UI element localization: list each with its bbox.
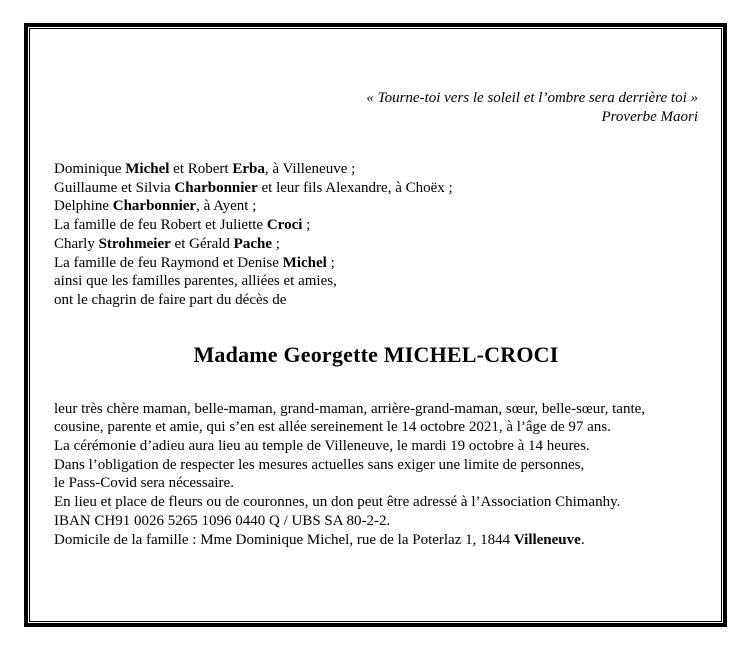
family-line [54,235,698,254]
document-content [30,29,721,621]
family-line [54,216,698,235]
text-segment: IBAN CH91 0026 5265 1096 0440 Q / UBS SA 80-2-2. [54,512,391,529]
text-segment: Michel [282,254,327,271]
text-segment: Guillaume et Silvia [54,179,175,196]
text-segment: Villeneuve [513,531,581,548]
notice-line [54,474,698,493]
family-line [54,179,698,198]
text-segment: Domicile de la famille : Mme Dominique Michel, rue de la Poterlaz 1, 1844 [54,531,514,548]
text-segment: En lieu et place de fleurs ou de couronnes, un don peut être adressé à l’Association Chimanhy. [54,494,621,511]
quote-attribution: Proverbe Maori [601,109,698,125]
text-segment: ; [302,217,311,234]
document-inner-frame [29,28,722,622]
text-segment: Charbonnier [174,179,258,196]
family-line [54,160,698,179]
quote-text: « Tourne-toi vers le soleil et l’ombre sera derrière toi » [366,90,698,106]
text-segment: Charly [54,235,99,252]
text-segment: Croci [266,217,303,234]
text-segment: , à Ayent ; [196,198,257,215]
text-segment: ont le chagrin de faire part du décès de [54,291,287,308]
text-segment: ; [272,235,280,252]
text-segment: Dominique [54,161,126,177]
text-segment: Charbonnier [112,198,197,215]
notice-line [54,456,698,475]
notice-block [54,400,698,550]
text-segment: et Gérald [170,235,234,252]
notice-line [54,437,698,456]
text-segment: leur très chère maman, belle-maman, grand-maman, arrière-grand-maman, sœur, belle-sœur, tante, [54,400,646,417]
text-segment: ainsi que les familles parentes, alliées et amies, [54,273,337,290]
text-segment: et Robert [169,161,233,177]
family-line [54,197,698,216]
notice-line [54,512,698,531]
family-line [54,272,698,291]
text-segment: . [580,531,585,548]
text-segment: Strohmeier [98,235,171,252]
text-segment: et leur fils Alexandre, à Choëx ; [257,179,453,196]
text-segment: La famille de feu Robert et Juliette [54,217,267,234]
quote-block [54,89,698,127]
text-segment: La cérémonie d’adieu aura lieu au temple de Villeneuve, le mardi 19 octobre à 14 heures. [54,438,590,455]
text-segment: Michel [125,161,170,177]
text-segment: Delphine [54,198,113,215]
family-line [54,254,698,273]
text-segment: le Pass-Covid sera nécessaire. [54,475,234,492]
notice-line [54,531,698,550]
family-list [54,160,698,310]
notice-line [54,493,698,512]
text-segment: La famille de feu Raymond et Denise [54,254,283,271]
family-line [54,291,698,310]
text-segment: Erba [232,161,265,177]
notice-line [54,418,698,437]
text-segment: Pache [233,235,272,252]
text-segment: ; [326,254,335,271]
text-segment: Dans l’obligation de respecter les mesures actuelles sans exiger une limite de personnes, [54,456,585,473]
deceased-name-title: Madame Georgette MICHEL-CROCI [193,341,559,367]
notice-line [54,400,698,419]
text-segment: , à Villeneuve ; [264,161,356,177]
text-segment: cousine, parente et amie, qui s’en est allée sereinement le 14 octobre 2021, à l’âge de 97 ans. [54,419,611,436]
document-outer-frame [24,23,727,627]
